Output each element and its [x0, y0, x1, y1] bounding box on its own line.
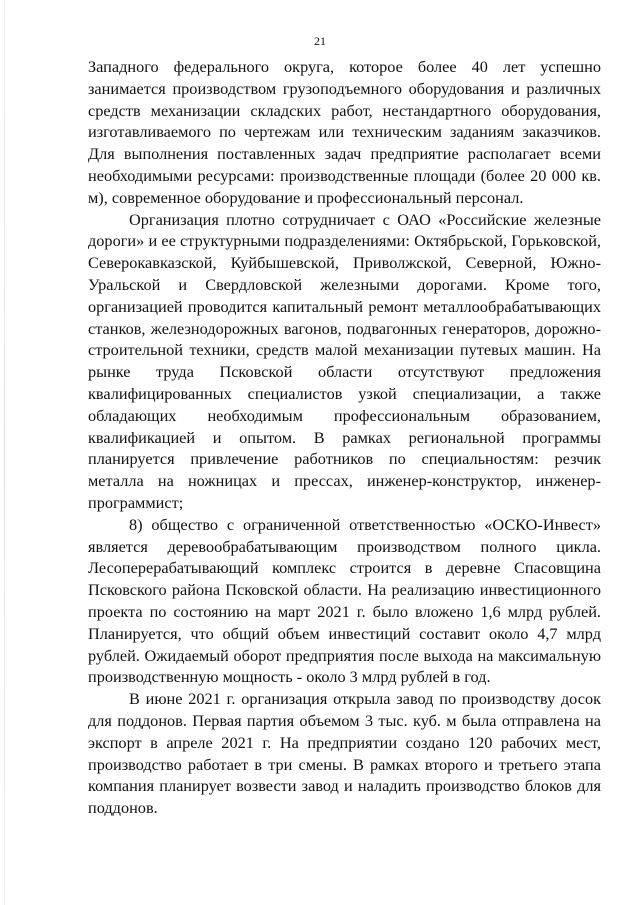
paragraph-plant-opening: В июне 2021 г. организация открыла завод по производству досок для поддонов. Первая партия объемом 3 тыс. куб. м была отправлена на экспорт в апреле 2021 г. На предприятии создано 120 рабочих мест, производство работает в три смены. В рамках второго и третьего этапа компания планирует возвести завод и наладить производство блоков для поддонов. [88, 689, 601, 818]
paragraph-organization-cooperation: Организация плотно сотрудничает с ОАО «Российские железные дороги» и ее структурными подразделениями: Октябрьской, Горьковской, Северокавказской, Куйбышевской, Приволжской, Северной, Южно-Уральской и Свердловской железными дорогами. Кроме того, организацией проводится капитальный ремонт металлообрабатывающих станков, железнодорожных вагонов, подвагонных генераторов, дорожно-строительной техники, средств малой механизации путевых машин. На рынке труда Псковской области отсутствуют предложения квалифицированных специалистов узкой специализации, а также обладающих необходимым профессиональным образованием, квалификацией и опытом. В рамках региональной программы планируется привлечение работников по специальностям: резчик металла на ножницах и прессах, инженер-конструктор, инженер-программист; [88, 209, 601, 512]
paragrapholist-item-8: 8) общество с ограниченной ответственностью «ОСКО-Инвест» является деревообрабатывающим производством полного цикла. Лесоперерабатывающий комплекс строится в деревне Спасовщина Псковского района Псковской области. На реализацию инвестиционного проекта по состоянию на март 2021 г. было вложено 1,6 млрд рублей. Планируется, что общий объем инвестиций составит около 4,7 млрд рублей. Ожидаемый оборот предприятия после выхода на максимальную производственную мощность - около 3 млрд рублей в год. [88, 514, 601, 687]
paragraph-continuation: Западного федерального округа, которое более 40 лет успешно занимается производством грузоподъемного оборудования и различных средств механизации складских работ, нестандартного оборудования, изготавливаемого по чертежам или техническим заданиям заказчиков. Для выполнения поставленных задач предприятие располагает всеми необходимыми ресурсами: производственные площади (более 20 000 кв. м), современное оборудование и профессиональный персонал. [88, 57, 601, 207]
document-body [88, 56, 601, 819]
page-number: 21 [314, 34, 326, 48]
scan-edge [4, 0, 5, 905]
